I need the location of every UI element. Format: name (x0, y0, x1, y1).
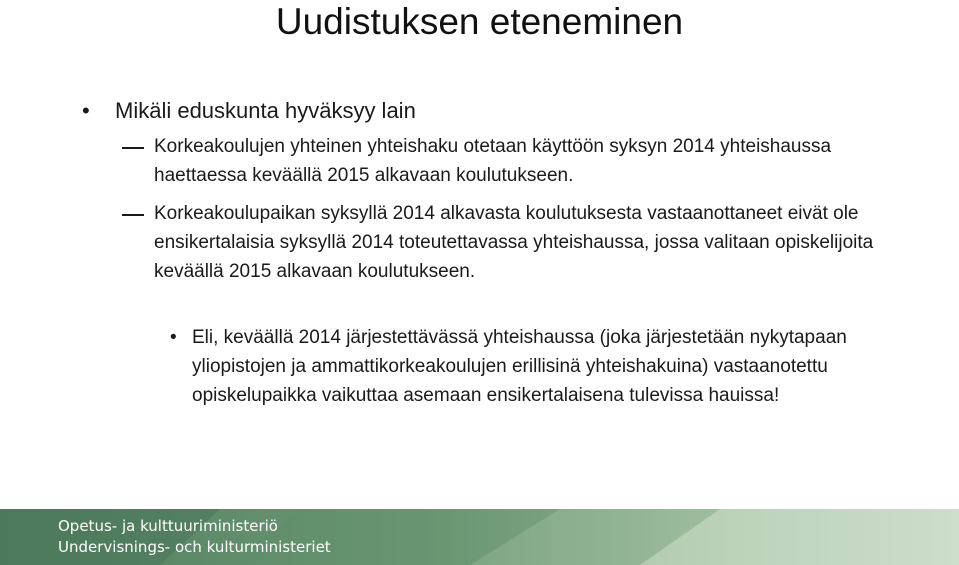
bullet-icon: • (82, 98, 90, 123)
ministry-name-fi: Opetus- ja kulttuuriministeriö (58, 517, 278, 535)
footer-band (0, 509, 959, 565)
dash-item-text: Korkeakoulujen yhteinen yhteishaku otetaan käyttöön syksyn 2014 yhteishaussa haettaessa keväällä 2015 alkavaan koulutukseen. (154, 136, 832, 186)
slide-title: Uudistuksen eteneminen (275, 1, 684, 42)
bullet-level3-text: Eli, keväällä 2014 järjestettävässä yhteishaussa (joka järjestetään nykytapaan yliopistojen ja ammattikorkeakoulujen erillisinä yhteishakuina) vastaanotettu opiskelupaikka vaikuttaa asemaan ensikertalaisena tulevissa hauissa! (192, 327, 847, 406)
dash-item-text: Korkeakoulupaikan syksyllä 2014 alkavasta koulutuksesta vastaanottaneet eivät ole ensikertalaisia syksyllä 2014 toteutettavassa yhteishaussa, jossa valitaan opiskelijoita keväällä 2015 alkavaan koulutukseen. (154, 203, 874, 282)
bullet-level1-text: Mikäli eduskunta hyväksyy lain (115, 98, 416, 123)
ministry-name-sv: Undervisnings- och kulturministeriet (58, 538, 331, 556)
ministry-logo-text (58, 516, 331, 558)
bullet-icon: • (170, 327, 177, 348)
